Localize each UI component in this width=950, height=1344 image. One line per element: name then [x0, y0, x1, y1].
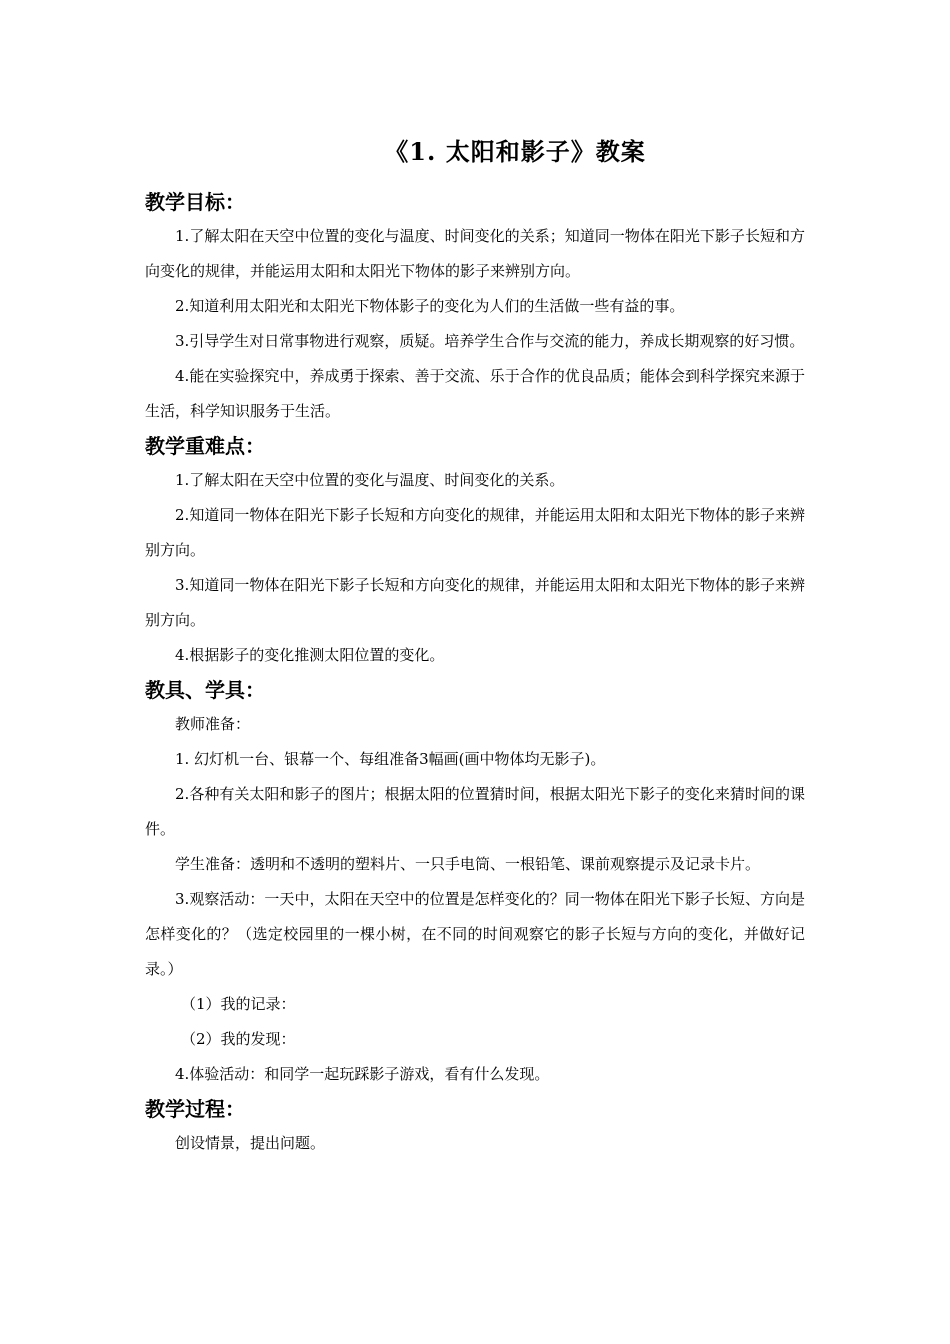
section-process — [145, 1092, 805, 1161]
paragraph: 教师准备： — [175, 715, 251, 733]
paragraph: 学生准备：透明和不透明的塑料片、一只手电筒、一根铅笔、课前观察提示及记录卡片。 — [175, 855, 761, 873]
paragraph: 1. 幻灯机一台、银幕一个、每组准备3幅画(画中物体均无影子)。 — [175, 750, 606, 768]
paragraph: 1.了解太阳在天空中位置的变化与温度、时间变化的关系。 — [175, 471, 565, 489]
document-body — [145, 185, 805, 1161]
section-heading: 教学过程： — [145, 1097, 245, 1121]
paragraph: 1.了解太阳在天空中位置的变化与温度、时间变化的关系；知道同一物体在阳光下影子长短和方向变化的规律，并能运用太阳和太阳光下物体的影子来辨别方向。 — [145, 227, 805, 280]
paragraph: 4.根据影子的变化推测太阳位置的变化。 — [175, 646, 445, 664]
paragraph: 3.引导学生对日常事物进行观察，质疑。培养学生合作与交流的能力，养成长期观察的好习惯。 — [175, 332, 805, 350]
paragraph: （2）我的发现： — [181, 1030, 296, 1048]
document-title: 《1. 太阳和影子》教案 — [384, 137, 646, 166]
paragraph: 3.观察活动：一天中，太阳在天空中的位置是怎样变化的？同一物体在阳光下影子长短、方向是怎样变化的？（选定校园里的一棵小树，在不同的时间观察它的影子长短与方向的变化，并做好记录。） — [145, 890, 805, 978]
paragraph: 2.知道利用太阳光和太阳光下物体影子的变化为人们的生活做一些有益的事。 — [175, 297, 685, 315]
section-objectives — [145, 185, 805, 429]
paragraph: 创设情景，提出问题。 — [175, 1134, 326, 1152]
section-materials — [145, 673, 805, 1092]
section-heading: 教学目标： — [145, 190, 245, 214]
paragraph: 2.知道同一物体在阳光下影子长短和方向变化的规律，并能运用太阳和太阳光下物体的影子来辨别方向。 — [145, 506, 805, 559]
paragraph: 4.体验活动：和同学一起玩踩影子游戏，看有什么发现。 — [175, 1065, 550, 1083]
section-heading: 教具、学具： — [145, 678, 265, 702]
paragraph: （1）我的记录： — [181, 995, 296, 1013]
paragraph: 2.各种有关太阳和影子的图片；根据太阳的位置猜时间，根据太阳光下影子的变化来猜时间的课件。 — [145, 785, 805, 838]
section-key-points — [145, 429, 805, 673]
paragraph: 4.能在实验探究中，养成勇于探索、善于交流、乐于合作的优良品质；能体会到科学探究来源于生活，科学知识服务于生活。 — [145, 367, 805, 420]
section-heading: 教学重难点： — [145, 434, 265, 458]
paragraph: 3.知道同一物体在阳光下影子长短和方向变化的规律，并能运用太阳和太阳光下物体的影子来辨别方向。 — [145, 576, 805, 629]
